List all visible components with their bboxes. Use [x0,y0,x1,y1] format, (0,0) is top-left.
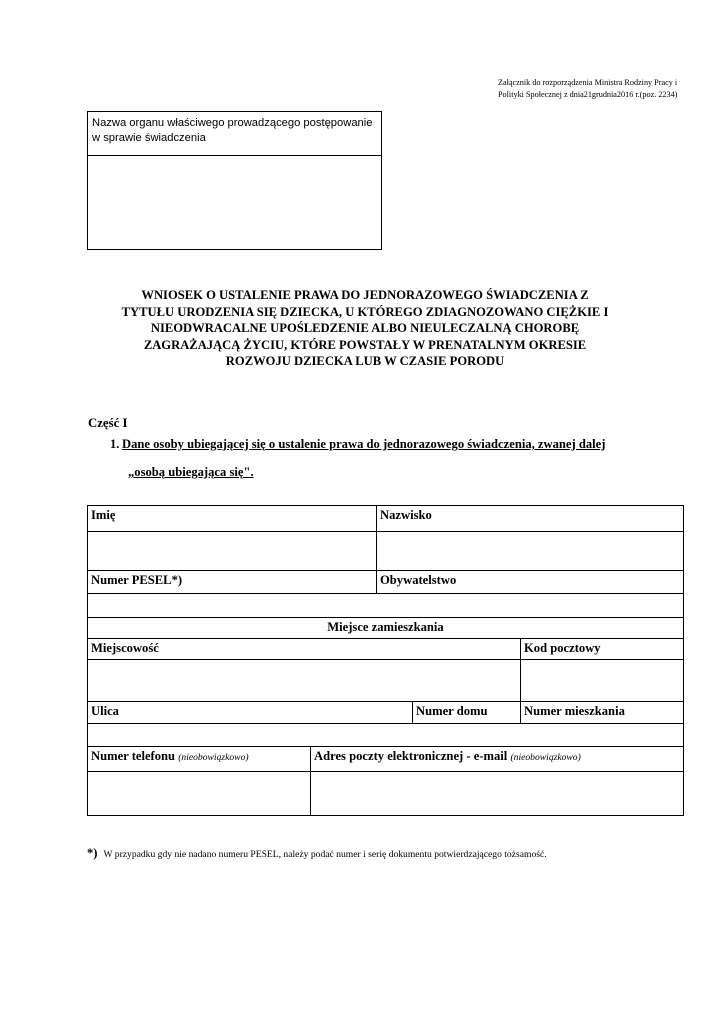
authority-label-line-1: Nazwa organu właściwego prowadzącego postępowanie [92,117,373,129]
email-optional-note: (nieobowiązkowo) [510,752,581,763]
street-label-row [87,701,684,723]
title-line-5: ROZWOJU DZIECKA LUB W CZASIE PORODU [225,354,505,368]
email-label-text: Adres poczty elektronicznej - e-mail [314,749,508,763]
city-input-row [87,659,684,701]
authority-label [88,112,381,156]
phone-label [88,747,310,771]
authority-label-line-2: w sprawie świadczenia [92,132,206,144]
name-input-row [87,531,684,570]
street-label: Ulica [91,704,119,718]
contact-label-row [87,746,684,771]
authority-box [87,111,382,250]
residence-header: Miejsce zamieszkania [327,620,444,634]
first-name-label: Imię [91,508,116,522]
part-heading: Część I [88,416,128,430]
house-number-label: Numer domu [412,702,520,723]
citizenship-label: Obywatelstwo [376,571,683,593]
city-label: Miejscowość [91,641,159,655]
apartment-number-label: Numer mieszkania [520,702,683,723]
annex-note [498,77,698,101]
residence-header-row [87,617,684,638]
document-title [95,287,635,370]
annex-line-1: Załącznik do rozporządzenia Ministra Rodziny Pracy i [498,78,678,87]
title-line-1: WNIOSEK O USTALENIE PRAWA DO JEDNORAZOWEGO ŚWIADCZENIA Z [141,288,589,302]
pesel-row [87,570,684,593]
street-input-row [87,723,684,746]
city-field[interactable] [88,660,520,701]
email-label [310,747,683,771]
authority-name-field[interactable] [88,156,381,250]
street-field[interactable] [88,724,683,746]
title-line-4: ZAGRAŻAJĄCĄ ŻYCIU, KTÓRE POWSTAŁY W PRENATALNYM OKRESIE [143,337,587,352]
phone-field[interactable] [88,772,310,815]
last-name-label: Nazwisko [376,506,683,531]
postal-code-field[interactable] [520,660,683,701]
phone-label-text: Numer telefonu [91,749,176,763]
applicant-form [87,505,684,816]
title-line-3: NIEODWRACALNE UPOŚLEDZENIE ALBO NIEULECZALNĄ CHOROBĘ [150,321,580,335]
email-field[interactable] [310,772,683,815]
section-title-line-2: „osobą ubiegająca się". [128,465,254,479]
footnote-text: W przypadku gdy nie nadano numeru PESEL, należy podać numer i serię dokumentu potwierdzającego tożsamość. [103,849,547,860]
section-number: 1. [110,437,120,451]
title-line-2: TYTUŁU URODZENIA SIĘ DZIECKA, U KTÓREGO ZDIAGNOZOWANO CIĘŻKIE I [121,304,609,319]
pesel-field[interactable] [88,594,683,617]
postal-code-label: Kod pocztowy [520,639,683,659]
phone-optional-note: (nieobowiązkowo) [178,752,249,763]
name-label-row [87,505,684,531]
section-title-line-1: Dane osoby ubiegającej się o ustalenie prawa do jednorazowego świadczenia, zwanej dalej [122,437,606,451]
pesel-footnote [87,846,547,861]
first-name-field[interactable] [88,532,376,570]
pesel-label: Numer PESEL*) [91,573,183,587]
last-name-field[interactable] [376,532,683,570]
annex-line-2: Polityki Społecznej z dnia21grudnia2016 r.(poz. 2234) [498,90,678,99]
footnote-mark: *) [87,846,98,860]
pesel-input-row [87,593,684,617]
city-label-row [87,638,684,659]
contact-input-row [87,771,684,816]
